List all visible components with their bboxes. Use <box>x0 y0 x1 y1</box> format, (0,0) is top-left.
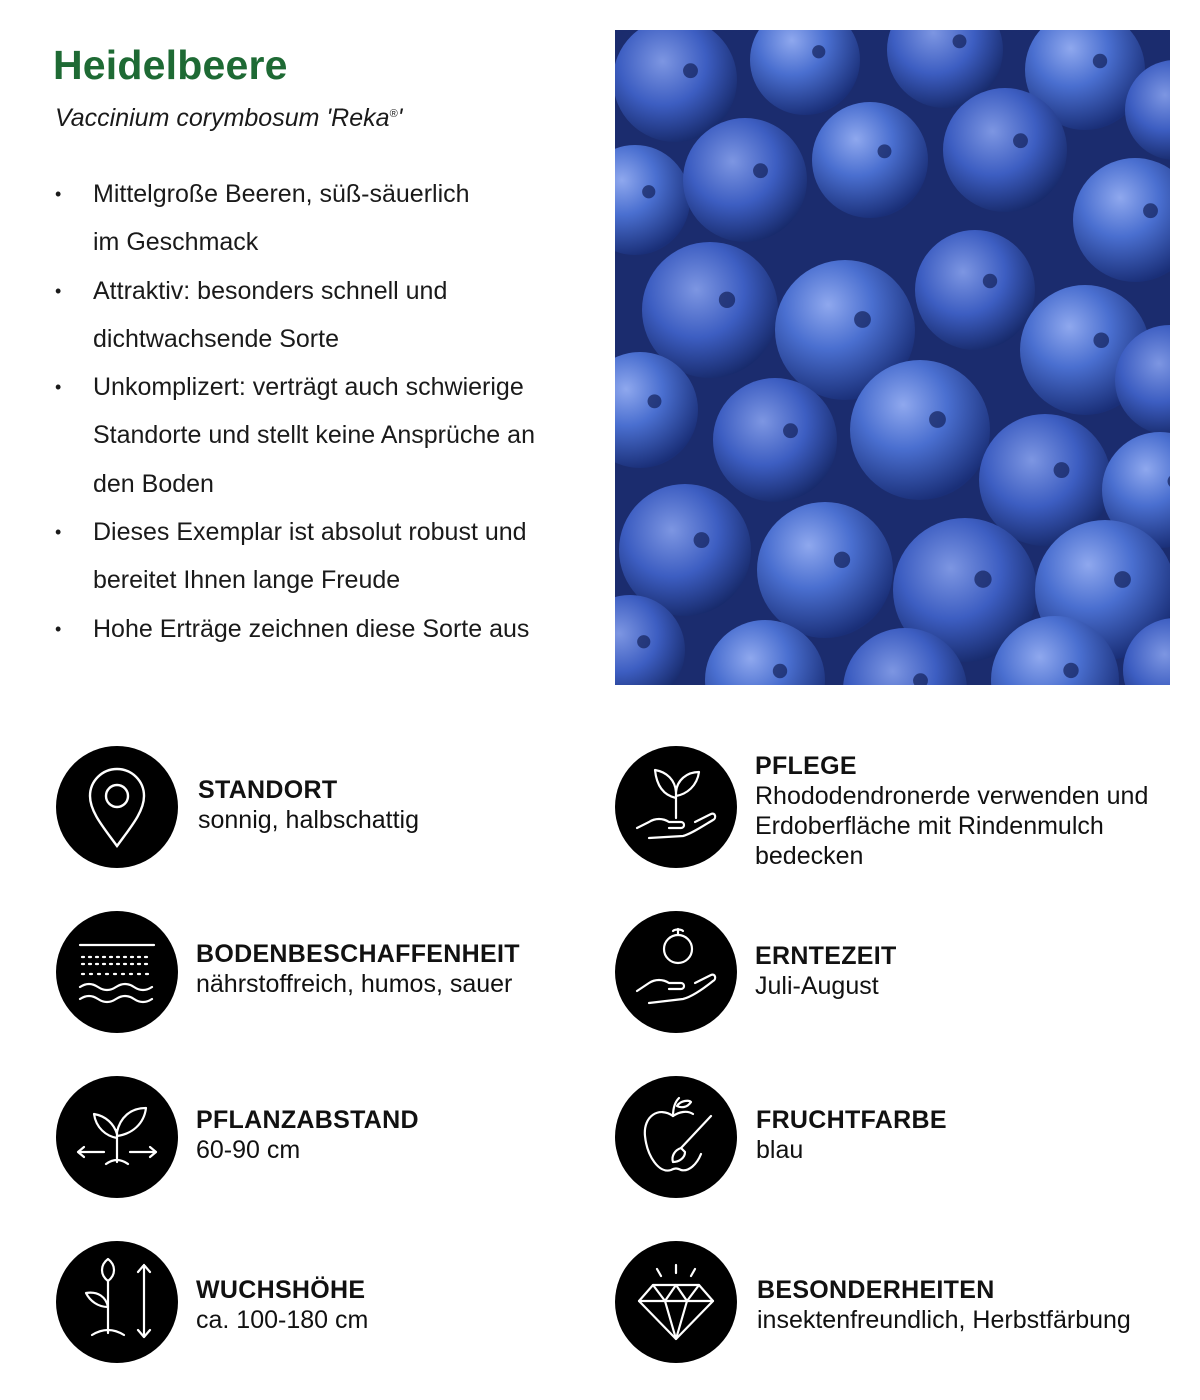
pflege-info <box>755 751 1148 871</box>
blueberry-crown <box>1063 663 1078 678</box>
blueberry-crown <box>719 292 735 308</box>
apple-brush-icon <box>615 1076 737 1198</box>
pflege-icon-badge <box>615 746 745 876</box>
abstand-icon-badge <box>56 1076 186 1206</box>
standort-value: sonnig, halbschattig <box>198 806 419 834</box>
product-title: Heidelbeere <box>53 42 288 88</box>
botanical-name: Vaccinium corymbosum 'Reka®' <box>55 104 403 132</box>
fruchtfarbe-value: blau <box>756 1136 804 1164</box>
pflege-label: PFLEGE <box>755 752 857 780</box>
blueberry-crown <box>1013 133 1028 148</box>
blueberry-crown <box>642 185 655 198</box>
blueberry-crown <box>1143 203 1158 218</box>
erntezeit-label: ERNTEZEIT <box>755 942 897 970</box>
standort-info <box>198 775 419 835</box>
pflege-value-line: Erdoberfläche mit Rindenmulch <box>755 812 1104 840</box>
plant-spacing-icon <box>56 1076 178 1198</box>
feature-item: • Attraktiv: besonders schnell und dichtwachsende Sorte <box>55 267 595 364</box>
besonderheiten-icon-badge <box>615 1241 745 1371</box>
boden-value: nährstoffreich, humos, sauer <box>196 970 513 998</box>
fruchtfarbe-info <box>756 1105 947 1165</box>
feature-item: • Unkomplizert: verträgt auch schwierige Standorte und stellt keine Ansprüche an den Boden <box>55 363 595 508</box>
blueberry-crown <box>753 163 768 178</box>
blueberry <box>683 118 807 242</box>
plant-height-icon <box>56 1241 178 1363</box>
feature-item: • Hohe Erträge zeichnen diese Sorte aus <box>55 605 595 653</box>
blueberry-crown <box>878 144 892 158</box>
besonderheiten-label: BESONDERHEITEN <box>757 1276 995 1304</box>
blueberry-crown <box>929 411 946 428</box>
blueberry-crown <box>783 423 798 438</box>
bullet-icon: • <box>55 618 62 639</box>
pflege-value-line: Rhododendronerde verwenden und <box>755 782 1149 810</box>
boden-label: BODENBESCHAFFENHEIT <box>196 940 520 968</box>
blueberry-crown <box>637 635 650 648</box>
besonderheiten-value: insektenfreundlich, Herbstfärbung <box>757 1306 1131 1334</box>
blueberries-photo <box>615 30 1170 685</box>
blueberry-crown <box>834 552 850 568</box>
blueberry-crown <box>683 63 698 78</box>
blueberry <box>713 378 837 502</box>
erntezeit-info <box>755 941 897 1001</box>
bullet-icon: • <box>55 280 62 301</box>
blueberry-crown <box>812 45 825 58</box>
hoehe-icon-badge <box>56 1241 186 1371</box>
feature-item: • Mittelgroße Beeren, süß-säuerlich im Geschmack <box>55 170 595 267</box>
fruchtfarbe-icon-badge <box>615 1076 745 1206</box>
pflege-value-line: bedecken <box>755 842 864 870</box>
besonderheiten-info <box>757 1275 1131 1335</box>
hoehe-label: WUCHSHÖHE <box>196 1276 366 1304</box>
standort-label: STANDORT <box>198 776 338 804</box>
blueberry <box>850 360 990 500</box>
blueberry-crown <box>983 274 997 288</box>
blueberry-crown <box>953 34 967 48</box>
erntezeit-icon-badge <box>615 911 745 1041</box>
bullet-icon: • <box>55 184 62 204</box>
abstand-value: 60-90 cm <box>196 1136 301 1164</box>
boden-icon-badge <box>56 911 186 1041</box>
blueberry <box>915 230 1035 350</box>
blueberry <box>943 88 1067 212</box>
abstand-label: PFLANZABSTAND <box>196 1106 419 1134</box>
standort-icon-badge <box>56 746 186 876</box>
bullet-icon: • <box>55 522 62 543</box>
location-pin-icon <box>56 746 178 868</box>
bullet-icon: • <box>55 377 62 398</box>
blueberry-crown <box>854 311 871 328</box>
blueberry-crown <box>773 664 787 678</box>
fruchtfarbe-label: FRUCHTFARBE <box>756 1106 947 1134</box>
blueberry-crown <box>1093 332 1109 348</box>
blueberry-crown <box>694 532 710 548</box>
erntezeit-value: Juli-August <box>755 972 879 1000</box>
blueberry-crown <box>1114 571 1131 588</box>
boden-info <box>196 939 520 999</box>
abstand-info <box>196 1105 419 1165</box>
feature-item: • Dieses Exemplar ist absolut robust und bereitet Ihnen lange Freude <box>55 508 595 605</box>
hoehe-info <box>196 1275 368 1335</box>
soil-layers-icon <box>56 911 178 1033</box>
blueberry <box>812 102 928 218</box>
blueberry-crown <box>648 394 662 408</box>
blueberry <box>757 502 893 638</box>
blueberry-crown <box>974 571 991 588</box>
trademark-symbol: ® <box>389 108 398 120</box>
feature-list <box>55 170 595 653</box>
hoehe-value: ca. 100-180 cm <box>196 1306 369 1334</box>
blueberry-crown <box>1054 462 1070 478</box>
blueberry-crown <box>1093 54 1107 68</box>
fruit-in-hand-icon <box>615 911 737 1033</box>
diamond-icon <box>615 1241 737 1363</box>
plant-in-hand-icon <box>615 746 737 868</box>
